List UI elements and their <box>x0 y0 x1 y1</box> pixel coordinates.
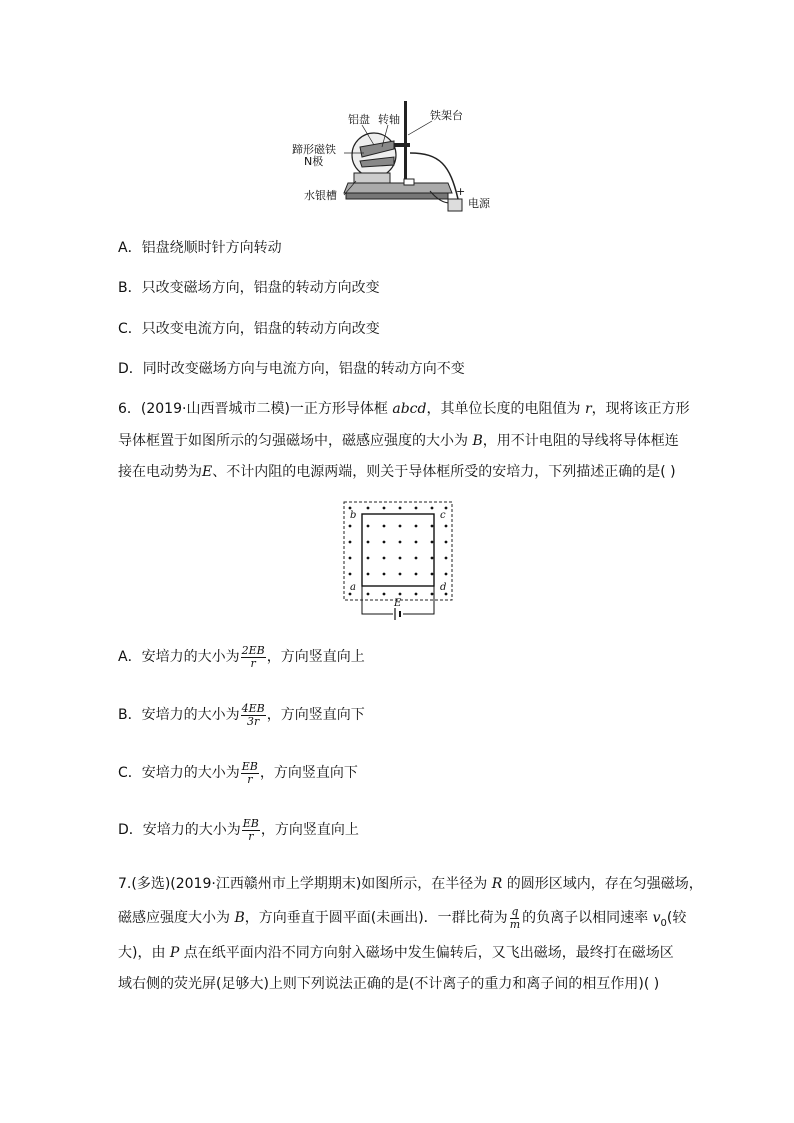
corner-d: d <box>440 582 447 593</box>
field-dot <box>367 593 370 596</box>
q7-stem-line1: 7.(多选)(2019·江西赣州市上学期期末)如图所示，在半径为 R 的圆形区域内，存在匀强磁场， <box>118 876 703 892</box>
corner-a: a <box>350 582 356 593</box>
q7-stem-line4: 域右侧的荧光屏(足够大)上则下列说法正确的是(不计离子的重力和离子间的相互作用)( ) <box>118 976 660 992</box>
emf-label: E <box>394 598 402 609</box>
label-aluminum-disk: 铝盘 <box>348 113 370 126</box>
conductor-frame <box>362 514 434 586</box>
field-dot <box>383 593 386 596</box>
field-region <box>344 502 452 600</box>
field-dot <box>383 557 386 560</box>
field-dot <box>431 593 434 596</box>
field-dot <box>431 557 434 560</box>
label-mercury-tank: 水银槽 <box>304 189 337 202</box>
label-power: 电源 <box>468 197 490 210</box>
corner-b: b <box>350 510 357 521</box>
field-dot <box>383 507 386 510</box>
field-dot <box>349 541 352 544</box>
field-dot <box>399 525 402 528</box>
q6-option-a: A．安培力的大小为 $\frac{2EB}{r}$ ，方向竖直向上 <box>118 644 365 670</box>
power-supply <box>448 199 462 211</box>
stand-pole <box>404 101 407 179</box>
label-n-pole: N极 <box>304 155 324 168</box>
field-dot <box>415 557 418 560</box>
q7-stem-line2: 磁感应强度大小为 B，方向垂直于圆平面(未画出)．一群比荷为 $\frac{q}{m}$ 的负离子以相同速率 $v_0$(较 <box>118 905 687 931</box>
field-dot <box>349 557 352 560</box>
corner-c: c <box>440 510 446 521</box>
q5-option-b: B．只改变磁场方向，铝盘的转动方向改变 <box>118 280 380 296</box>
q5-option-a: A．铝盘绕顺时针方向转动 <box>118 240 282 256</box>
field-dot <box>445 541 448 544</box>
field-dot <box>399 557 402 560</box>
base <box>344 183 452 193</box>
field-dot <box>415 541 418 544</box>
field-dot <box>431 507 434 510</box>
field-dot <box>445 573 448 576</box>
q6-option-c: C．安培力的大小为 $\frac{EB}{r}$ ，方向竖直向下 <box>118 760 358 786</box>
q7-stem-line3: 大)，由 P 点在纸平面内沿不同方向射入磁场中发生偏转后，又飞出磁场，最终打在磁场区 <box>118 945 674 961</box>
field-dot <box>415 593 418 596</box>
q6-option-b: B．安培力的大小为 $\frac{4EB}{3r}$ ，方向竖直向下 <box>118 702 365 728</box>
field-dot <box>445 525 448 528</box>
square-frame-figure <box>338 498 458 626</box>
field-dot <box>349 507 352 510</box>
field-dot <box>349 573 352 576</box>
field-dot <box>445 557 448 560</box>
field-dot <box>431 525 434 528</box>
mercury-tank <box>354 173 390 183</box>
field-dot <box>367 507 370 510</box>
field-dot <box>383 541 386 544</box>
aluminum-disk <box>352 133 396 177</box>
label-iron-stand: 铁架台 <box>430 109 463 122</box>
field-dot <box>367 573 370 576</box>
field-dot <box>431 573 434 576</box>
field-dot <box>399 507 402 510</box>
field-dot <box>445 593 448 596</box>
field-dot <box>383 573 386 576</box>
field-dot <box>349 593 352 596</box>
field-dot <box>445 507 448 510</box>
field-dot <box>431 541 434 544</box>
field-dot <box>415 507 418 510</box>
field-dots <box>349 507 448 596</box>
field-dot <box>349 525 352 528</box>
q5-option-d: D．同时改变磁场方向与电流方向，铝盘的转动方向不变 <box>118 361 465 377</box>
field-dot <box>415 573 418 576</box>
label-plus: + <box>456 185 466 198</box>
field-dot <box>415 525 418 528</box>
label-magnet: 蹄形磁铁 <box>292 143 336 156</box>
field-dot <box>399 593 402 596</box>
q5-option-c: C．只改变电流方向，铝盘的转动方向改变 <box>118 321 380 337</box>
q6-option-d: D．安培力的大小为 $\frac{EB}{r}$ ，方向竖直向上 <box>118 817 359 843</box>
q6-stem-line3: 接在电动势为E、不计内阻的电源两端，则关于导体框所受的安培力，下列描述正确的是( ) <box>118 464 676 480</box>
field-dot <box>367 525 370 528</box>
field-dot <box>399 573 402 576</box>
q6-stem-line1: 6．(2019·山西晋城市二模)一正方形导体框 abcd，其单位长度的电阻值为 r，现将该正方形 <box>118 401 690 417</box>
field-dot <box>367 541 370 544</box>
field-dot <box>383 525 386 528</box>
apparatus-figure <box>290 95 510 215</box>
field-dot <box>367 557 370 560</box>
label-shaft: 转轴 <box>378 113 400 126</box>
field-dot <box>399 541 402 544</box>
q6-stem-line2: 导体框置于如图所示的匀强磁场中，磁感应强度的大小为 B，用不计电阻的导线将导体框连 <box>118 433 679 449</box>
